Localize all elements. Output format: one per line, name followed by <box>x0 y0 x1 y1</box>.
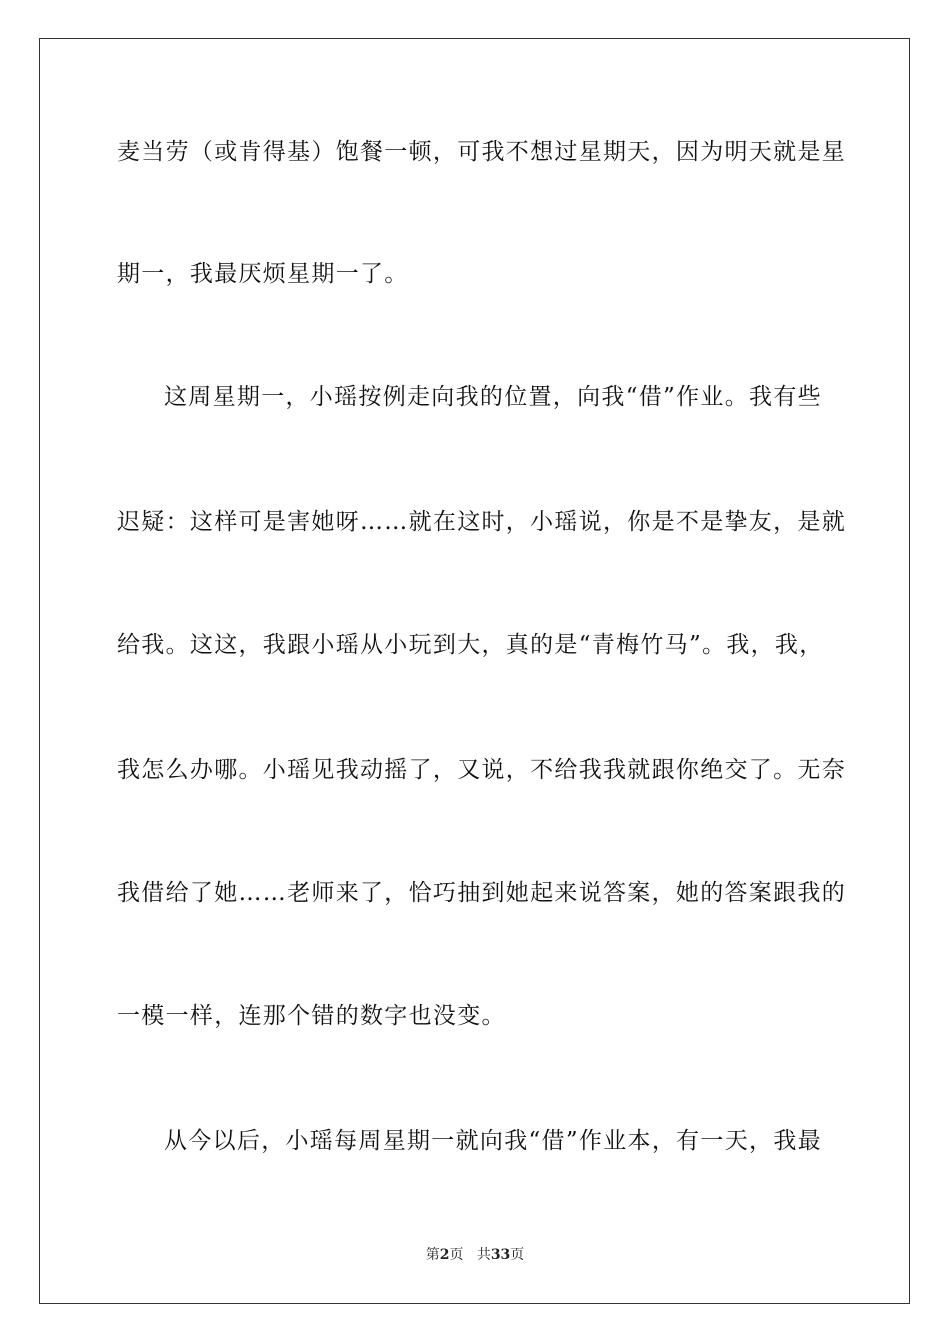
page-border <box>39 38 910 1304</box>
text-line-2: 期一，我最厌烦星期一了。 <box>117 261 409 287</box>
text-line-5: 给我。这这，我跟小瑶从小玩到大，真的是“青梅竹马”。我，我， <box>117 632 824 658</box>
page-footer <box>0 1246 950 1264</box>
footer-page-number: 2 <box>439 1247 450 1263</box>
footer-total-suffix: 页 <box>510 1247 525 1263</box>
footer-total-prefix: 共 <box>476 1247 491 1263</box>
text-line-8: 一模一样，连那个错的数字也没变。 <box>117 1003 506 1029</box>
text-line-6: 我怎么办哪。小瑶见我动摇了，又说，不给我我就跟你绝交了。无奈 <box>117 757 846 783</box>
text-line-9: 从今以后，小瑶每周星期一就向我“借”作业本，有一天，我最 <box>164 1128 822 1154</box>
text-line-1: 麦当劳（或肯得基）饱餐一顿，可我不想过星期天，因为明天就是星 <box>117 139 846 165</box>
footer-page-suffix: 页 <box>449 1247 464 1263</box>
text-line-3: 这周星期一，小瑶按例走向我的位置，向我“借”作业。我有些 <box>164 384 822 410</box>
text-line-7: 我借给了她……老师来了，恰巧抽到她起来说答案，她的答案跟我的 <box>117 880 846 906</box>
text-line-4: 迟疑：这样可是害她呀……就在这时，小瑶说，你是不是挚友，是就 <box>117 509 846 535</box>
footer-total-pages: 33 <box>490 1247 511 1263</box>
footer-page-prefix: 第 <box>425 1247 440 1263</box>
